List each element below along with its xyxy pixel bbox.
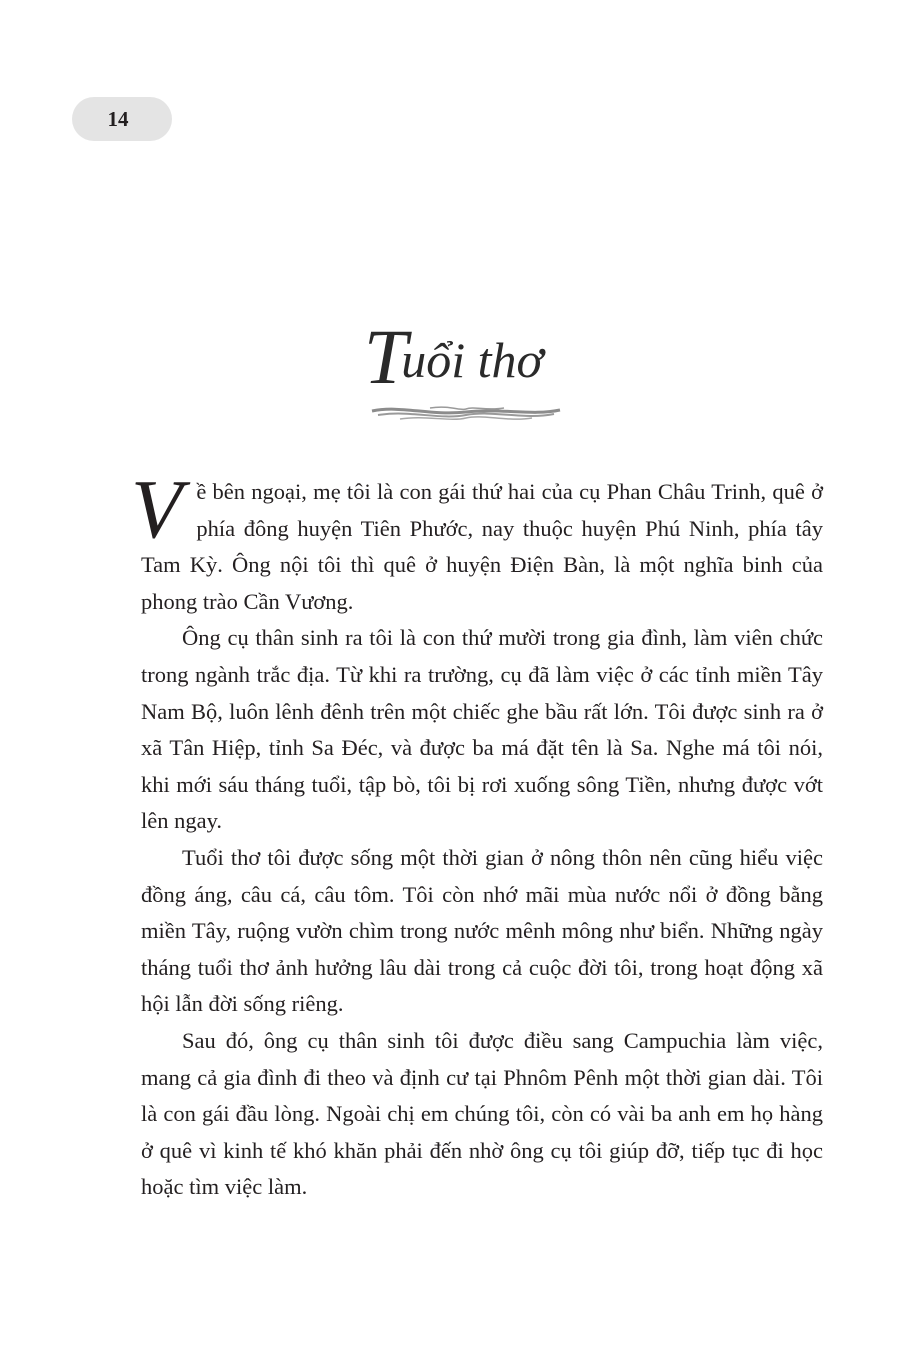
paragraph-4: Sau đó, ông cụ thân sinh tôi được điều sang Campuchia làm việc, mang cả gia đình đi theo và định cư tại Phnôm Pênh một thời gian dài. Tôi là con gái đầu lòng. Ngoài chị em chúng tôi, còn có vài ba anh em họ hàng ở quê vì kinh tế khó khăn phải đến nhờ ông cụ tôi giúp đỡ, tiếp tục đi học hoặc tìm việc làm. <box>141 1027 823 1200</box>
page-number-badge <box>72 97 172 141</box>
page-number: 14 <box>107 107 129 131</box>
chapter-title <box>0 306 907 400</box>
chapter-title-rest: uổi thơ <box>401 332 544 388</box>
chapter-title-initial: T <box>363 313 402 400</box>
paragraph-2: Ông cụ thân sinh ra tôi là con thứ mười trong gia đình, làm viên chức trong ngành trắc địa. Từ khi ra trường, cụ đã làm việc ở các tỉnh miền Tây Nam Bộ, luôn lênh đênh trên một chiếc ghe bầu rất lớn. Tôi được sinh ra ở xã Tân Hiệp, tỉnh Sa Đéc, và được ba má đặt tên là Sa. Nghe má tôi nói, khi mới sáu tháng tuổi, tập bò, tôi bị rơi xuống sông Tiền, nhưng được vớt lên ngay. <box>141 625 823 834</box>
paragraph-1 <box>131 463 823 620</box>
paragraph-3: Tuổi thơ tôi được sống một thời gian ở nông thôn nên cũng hiểu việc đồng áng, câu cá, câu tôm. Tôi còn nhớ mãi mùa nước nổi ở đồng bằng miền Tây, ruộng vườn chìm trong nước mênh mông như biển. Những ngày tháng tuổi thơ ảnh hưởng lâu dài trong cả cuộc đời tôi, trong hoạt động xã hội lẫn đời sống riêng. <box>141 844 823 1017</box>
drop-cap: V <box>131 463 183 556</box>
wave-divider-icon <box>370 402 562 424</box>
body-text <box>131 463 823 1206</box>
paragraph-1-text: ề bên ngoại, mẹ tôi là con gái thứ hai của cụ Phan Châu Trinh, quê ở phía đông huyện Tiên Phước, nay thuộc huyện Phú Ninh, phía tây Tam Kỳ. Ông nội tôi thì quê ở huyện Điện Bàn, là một nghĩa binh của phong trào Cần Vương. <box>141 479 823 614</box>
